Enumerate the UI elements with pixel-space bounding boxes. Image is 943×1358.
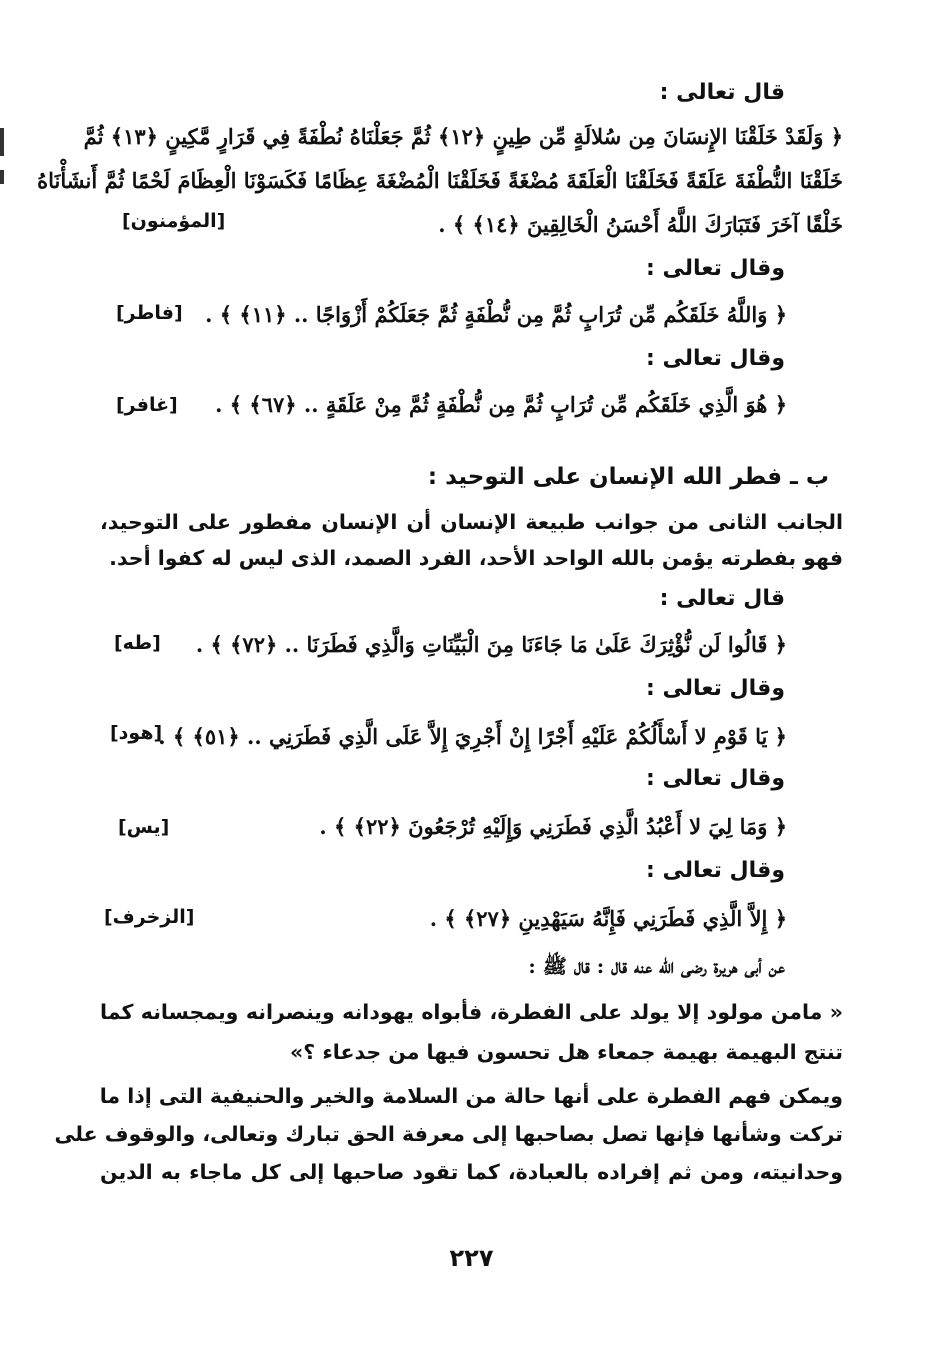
paragraph-line: الجانب الثانى من جوانب طبيعة الإنسان أن الإنسان مفطور على التوحيد،	[100, 510, 843, 534]
intro-text: وقال تعالى :	[645, 676, 785, 701]
quran-verse-line: خَلَقْنَا النُّطْفَةَ عَلَقَةً فَخَلَقْنَا الْعَلَقَةَ مُضْغَةً فَخَلَقْنَا الْمُضْغَةَ عِظَامًا فَكَسَوْنَا الْعِظَامَ لَحْمًا ثُمَّ أَنشَأْنَاهُ	[37, 168, 843, 193]
intro-text: وقال تعالى :	[645, 858, 785, 883]
intro-text: وقال تعالى :	[645, 346, 785, 371]
quran-verse-line: خَلْقًا آخَرَ فَتَبَارَكَ اللَّهُ أَحْسَنُ الْخَالِقِينَ ﴿١٤﴾ ﴾ .	[438, 212, 843, 237]
paragraph-line: فهو بفطرته يؤمن بالله الواحد الأحد، الفرد الصمد، الذى ليس له كفوا أحد.	[109, 546, 843, 570]
hadith-narration: عن أبى هريرة رضى الله عنه قال : قال ﷺ :	[528, 954, 785, 978]
surah-reference: [هود]	[110, 722, 163, 744]
quran-verse: ﴿ وَمَا لِيَ لا أَعْبُدُ الَّذِي فَطَرَنِي وَإِلَيْهِ تُرْجَعُونَ ﴿٢٢﴾ ﴾ .	[319, 814, 787, 839]
surah-reference: [المؤمنون]	[122, 210, 226, 232]
paragraph-line: ويمكن فهم الفطرة على أنها حالة من السلامة والخير والحنيفية التى إذا ما	[99, 1084, 843, 1108]
page-number: ٢٢٧	[449, 1244, 494, 1272]
quran-verse: ﴿ يَا قَوْمِ لا أَسْأَلُكُمْ عَلَيْهِ أَجْرًا إِنْ أَجْرِيَ إِلاَّ عَلَى الَّذِي فَطَرَنِي .. ﴿٥١﴾ ﴾ .	[158, 724, 787, 749]
quran-verse-line: ﴿ وَلَقَدْ خَلَقْنَا الإِنسَانَ مِن سُلالَةٍ مِّن طِينٍ ﴿١٢﴾ ثُمَّ جَعَلْنَاهُ نُطْفَةً فِي قَرَارٍ مَّكِينٍ ﴿١٣﴾ ثُمَّ	[83, 124, 843, 149]
quran-verse: ﴿ إِلاَّ الَّذِي فَطَرَنِي فَإِنَّهُ سَيَهْدِينِ ﴿٢٧﴾ ﴾ .	[429, 906, 787, 931]
paragraph-line: تركت وشأنها فإنها تصل بصاحبها إلى معرفة الحق تبارك وتعالى، والوقوف على	[54, 1122, 843, 1146]
surah-reference: [يس]	[118, 816, 170, 838]
surah-reference: [الزخرف]	[104, 906, 195, 928]
intro-text: وقال تعالى :	[645, 256, 785, 281]
quran-verse: ﴿ هُوَ الَّذِي خَلَقَكُم مِّن تُرَابٍ ثُمَّ مِن نُّطْفَةٍ ثُمَّ مِنْ عَلَقَةٍ .. ﴿٦٧﴾ ﴾ .	[215, 392, 787, 417]
quran-verse: ﴿ قَالُوا لَن نُّؤْثِرَكَ عَلَىٰ مَا جَاءَنَا مِنَ الْبَيِّنَاتِ وَالَّذِي فَطَرَنَا .. ﴿٧٢﴾ ﴾ .	[195, 632, 787, 657]
hadith-line: « مامن مولود إلا يولد على الفطرة، فأبواه يهودانه وينصرانه ويمجسانه كما	[100, 1000, 843, 1024]
hadith-line: تنتج البهيمة بهيمة جمعاء هل تحسون فيها من جدعاء ؟»	[290, 1040, 843, 1064]
scan-edge-mark	[0, 170, 4, 184]
paragraph-line: وحدانيته، ومن ثم إفراده بالعبادة، كما تقود صاحبها إلى كل ماجاء به الدين	[100, 1160, 843, 1184]
surah-reference: [فاطر]	[116, 302, 183, 324]
quran-verse: ﴿ وَاللَّهُ خَلَقَكُم مِّن تُرَابٍ ثُمَّ مِن نُّطْفَةٍ ثُمَّ جَعَلَكُمْ أَزْوَاجًا .. ﴿١١﴾ ﴾ .	[205, 302, 787, 327]
surah-reference: [غافر]	[116, 394, 178, 416]
intro-text: وقال تعالى :	[645, 766, 785, 791]
intro-text: قال تعالى :	[659, 80, 785, 105]
surah-reference: [طه]	[114, 632, 161, 654]
intro-text: قال تعالى :	[659, 586, 785, 611]
scan-edge-mark	[0, 128, 4, 156]
section-heading: ب ـ فطر الله الإنسان على التوحيد :	[427, 464, 829, 490]
